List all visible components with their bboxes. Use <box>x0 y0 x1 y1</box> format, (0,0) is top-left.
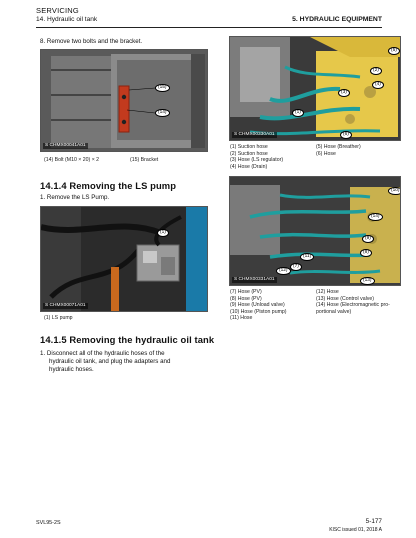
callout-7: (7) <box>290 263 302 271</box>
callout-14: (14) <box>155 109 170 117</box>
callout-12: (12) <box>276 267 291 275</box>
step-disconnect-hoses <box>40 350 210 374</box>
figure-tank-hoses <box>229 36 401 141</box>
caption-list-left-2 <box>230 289 287 322</box>
page-header <box>36 6 382 28</box>
footer-model: SVL95-2S <box>36 520 61 526</box>
subsection-title: 14. Hydraulic oil tank <box>36 16 98 23</box>
caption-item: (7) Hose (PV) <box>230 289 262 295</box>
figure-id: S CHMX00330A01 <box>234 132 275 137</box>
figure-id: S CHMX00041A01 <box>45 143 86 148</box>
footer-page-number: 5-177 <box>365 518 382 525</box>
callout-9: (9) <box>362 235 374 243</box>
caption-list-right-2 <box>316 289 390 315</box>
ls-pump-illustration <box>41 207 208 312</box>
caption-item: (13) Hose (Control valve) <box>316 295 374 302</box>
tank-hoses-illustration <box>230 37 401 141</box>
caption-item: (1) Suction hose <box>230 144 268 150</box>
figure-bolts-bracket <box>40 49 208 152</box>
step-remove-bolts: 8. Remove two bolts and the bracket. <box>40 38 143 45</box>
caption-list-right <box>316 144 361 157</box>
figure-ls-pump <box>40 206 208 312</box>
callout-11: (11) <box>300 253 314 261</box>
caption-item: portional valve) <box>316 308 352 315</box>
caption-item: (3) Hose (LS regulator) <box>230 157 284 164</box>
heading-remove-oil-tank: 14.1.5 Removing the hydraulic oil tank <box>40 334 215 345</box>
caption-bolt: (14) Bolt (M10 × 20) × 2 <box>44 157 100 163</box>
section-title: SERVICING <box>36 6 79 15</box>
heading-remove-ls-pump: 14.1.4 Removing the LS pump <box>40 180 177 191</box>
caption-list-left <box>230 144 283 170</box>
tank-hoses-2-illustration <box>230 177 401 286</box>
callout-2: (2) <box>370 67 382 75</box>
callout-8: (8) <box>360 249 372 257</box>
step-line: 1. Disconnect all of the hydraulic hoses of the <box>40 350 165 357</box>
figure-id: S CHMX00071A01 <box>45 303 86 308</box>
callout-1: (1) <box>157 229 169 237</box>
callout-1: (1) <box>292 109 304 117</box>
step-remove-ls-pump: 1. Remove the LS Pump. <box>40 194 110 201</box>
callout-6: (6) <box>340 131 352 139</box>
callout-3: (3) <box>338 89 350 97</box>
step-line: hydraulic hoses. <box>49 366 94 373</box>
caption-item: (5) Hose (Breather) <box>316 144 361 150</box>
callout-4: (4) <box>372 81 384 89</box>
callout-5: (5) <box>388 47 400 55</box>
caption-item: (14) Hose (Electromagnetic pro- <box>316 302 390 309</box>
caption-item: (11) Hose <box>230 315 253 322</box>
step-line: hydraulic oil tank, and plug the adapters and <box>49 358 171 365</box>
figure-id: S CHMX00331A01 <box>234 277 275 282</box>
caption-item: (10) Hose (Piston pump) <box>230 308 287 315</box>
chapter-title: 5. HYDRAULIC EQUIPMENT <box>292 16 382 23</box>
callout-10: (10) <box>388 187 401 195</box>
caption-item: (8) Hose (PV) <box>230 295 262 302</box>
callout-13: (13) <box>360 277 375 285</box>
footer-issue: KISC issued 01, 2018 A <box>329 527 382 533</box>
caption-item: (6) Hose <box>316 150 336 157</box>
caption-item: (2) Suction hose <box>230 150 268 157</box>
callout-14: (14) <box>368 213 383 221</box>
caption-item: (9) Hose (Unload valve) <box>230 302 285 309</box>
caption-ls-pump: (1) LS pump <box>44 315 73 321</box>
caption-item: (12) Hose <box>316 289 339 295</box>
header-divider <box>36 27 382 28</box>
figure-tank-hoses-2 <box>229 176 401 286</box>
caption-item: (4) Hose (Drain) <box>230 163 268 170</box>
caption-bracket: (15) Bracket <box>130 157 159 163</box>
bracket-illustration <box>41 50 208 152</box>
callout-15: (15) <box>155 84 170 92</box>
